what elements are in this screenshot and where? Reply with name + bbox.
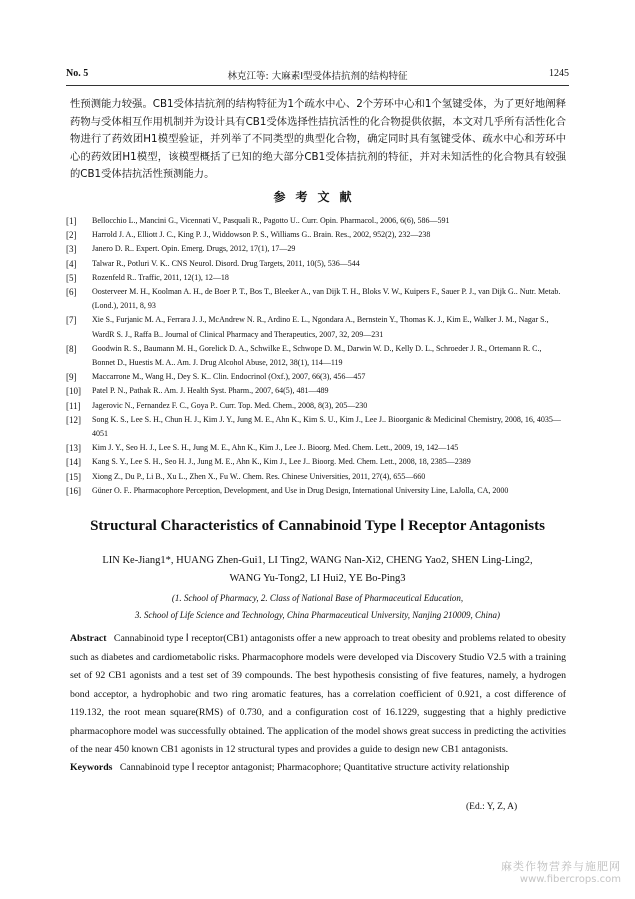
running-title: 林克江等: 大麻素Ⅰ型受体拮抗剂的结构特征 (227, 71, 408, 82)
reference-text: Jagerovic N., Fernandez F. C., Goya P.. Curr. Top. Med. Chem., 2008, 8(3), 205—230 (92, 400, 368, 410)
reference-number: [11] (66, 400, 81, 411)
reference-text: Xiong Z., Du P., Li B., Xu L., Zhen X., Fu W.. Chem. Res. Chinese Universities, 2011, 27(4), 655—660 (92, 471, 426, 481)
reference-number: [1] (66, 216, 77, 226)
reference-number: [14] (66, 457, 81, 468)
reference-item (66, 413, 566, 441)
reference-number: [7] (66, 315, 77, 326)
reference-text: Janero D. R.. Expert. Opin. Emerg. Drugs, 2012, 17(1), 17—29 (92, 244, 296, 254)
reference-number: [16] (66, 485, 81, 496)
reference-item (66, 257, 566, 271)
reference-text: Güner O. F.. Pharmacophore Perception, Development, and Use in Drug Design, International University Line, LaJolla, CA, 2000 (92, 485, 509, 495)
reference-item (66, 441, 566, 455)
reference-text: Song K. S., Lee S. H., Chun H. J., Kim J. Y., Jung M. E., Ahn K., Kim S. U., Kim J., Lee J.. Bioorganic & Medicinal Chemistry, 2008, 16, 4035—4051 (92, 414, 561, 439)
affiliation-line-2: 3. School of Life Science and Technology, China Pharmaceutical University, Nanjing 210009, China) (134, 610, 501, 620)
reference-number: [8] (66, 343, 77, 354)
editor-initials: (Ed.: Y, Z, A) (466, 802, 518, 812)
reference-number: [15] (66, 471, 81, 482)
affiliations (80, 590, 555, 624)
reference-text: Talwar R., Potluri V. K.. CNS Neurol. Disord. Drug Targets, 2011, 10(5), 536—544 (92, 258, 360, 268)
reference-item (66, 370, 566, 384)
reference-number: [4] (66, 258, 77, 269)
references-heading: 参考文献 (273, 190, 362, 204)
reference-number: [3] (66, 244, 77, 255)
reference-text: Maccarrone M., Wang H., Dey S. K.. Clin. Endocrinol (Oxf.), 2007, 66(3), 456—457 (92, 372, 366, 382)
reference-item (66, 313, 566, 341)
reference-text: Oosterveer M. H., Koolman A. H., de Boer P. T., Bos T., Bleeker A., van Dijk T. H., Bloks V. W., Kuipers F., Sauer P. J., van Dijk G.. Nutr. Metab. (Lond.), 2011, 8, 93 (92, 287, 561, 311)
authors-line-1: LIN Ke-Jiang1*, HUANG Zhen-Gui1, LI Ting2, WANG Nan-Xi2, CHENG Yao2, SHEN Ling-Ling2, (102, 555, 533, 566)
reference-item (66, 242, 566, 256)
reference-text: Kim J. Y., Seo H. J., Lee S. H., Jung M. E., Ahn K., Kim J., Lee J.. Bioorg. Med. Chem. Lett., 2009, 19, 142—145 (92, 443, 459, 453)
reference-number: [6] (66, 287, 77, 298)
abstract-label: Abstract (70, 633, 107, 644)
reference-text: Kang S. Y., Lee S. H., Seo H. J., Jung M. E., Ahn K., Kim J., Lee J.. Bioorg. Med. Chem. Lett., 2008, 18, 2385—2389 (92, 457, 471, 467)
issue-number: No. 5 (66, 68, 89, 79)
author-list (80, 552, 555, 588)
reference-text: Xie S., Furjanic M. A., Ferrara J. J., McAndrew N. R., Ardino E. L., Ngondara A., Bernstein Y., Thomas K. J., Kim E., Walker J. M., Nagar S., WardR S. J., Raffa B.. Journal of Clinical Pharmacy and Therapeutics, 2007, 32, 209—231 (92, 315, 549, 339)
reference-item (66, 271, 566, 285)
reference-item (66, 455, 566, 469)
reference-text: Goodwin R. S., Baumann M. H., Gorelick D. A., Schwilke E., Schwope D. M., Darwin W. D., Kelly D. L., Schroeder J. R., Ortemann R. C., Bonnet D., Huestis M. A.. Am. J. Drug Alcohol Abuse, 2012, 38(1), 114—119 (92, 343, 542, 368)
reference-number: [9] (66, 372, 77, 383)
reference-text: Patel P. N., Pathak R.. Am. J. Health Syst. Pharm., 2007, 64(5), 481—489 (92, 386, 329, 396)
reference-number: [13] (66, 443, 81, 454)
english-title: Structural Characteristics of Cannabinoid Type Ⅰ Receptor Antagonists (90, 518, 545, 534)
keywords-label: Keywords (70, 762, 113, 773)
reference-number: [10] (66, 386, 81, 397)
reference-item (66, 285, 566, 313)
reference-item (66, 228, 566, 242)
abstract-text: Cannabinoid type Ⅰ receptor(CB1) antagonists offer a new approach to treat obesity and problems related to obesity such as diabetes and cardiometabolic risks. Pharmacophore models were developed via Discovery Studio V2.5 with a training set of 92 CB1 agonists and a test set of 39 compounds. The best hypothesis consisting of five features, namely, a hydrogen bond acceptor, a hydrophobic and two ring aromatic features, has a correlation coefficient of 0.921, a cost difference of 119.132, the root mean square(RMS) of 0.730, and a configuration cost of 16.1229, suggesting that a highly predictive pharmacophore model was successfully obtained. The application of the model shows great success in predicting the activities of the near 450 known CB1 agonists in 12 structural types and provides a guide to design new CB1 antagonists. (70, 633, 566, 755)
reference-list (66, 214, 566, 498)
reference-number: [2] (66, 230, 77, 241)
affiliation-line-1: (1. School of Pharmacy, 2. Class of National Base of Pharmaceutical Education, (171, 593, 464, 603)
header-rule (66, 85, 569, 86)
reference-item (66, 214, 566, 228)
watermark-url: www.fibercrops.com (519, 874, 621, 885)
reference-text: Rozenfeld R.. Traffic, 2011, 12(1), 12—18 (92, 272, 229, 282)
page-number: 1245 (549, 68, 569, 79)
reference-item (66, 399, 566, 413)
abstract (70, 630, 566, 760)
authors-line-2: WANG Yu-Tong2, LI Hui2, YE Bo-Ping3 (229, 573, 406, 584)
reference-text: Harrold J. A., Elliott J. C., King P. J., Widdowson P. S., Williams G.. Brain. Res., 2002, 952(2), 232—238 (92, 230, 431, 240)
reference-item (66, 470, 566, 484)
reference-text: Bellocchio L., Mancini G., Vicennati V., Pasquali R., Pagotto U.. Curr. Opin. Pharmacol., 2006, 6(6), 586—591 (92, 216, 450, 225)
watermark-site-name: 麻类作物营养与施肥网 (501, 860, 621, 873)
keywords (70, 759, 566, 778)
keywords-text: Cannabinoid type Ⅰ receptor antagonist; Pharmacophore; Quantitative structure activity relationship (119, 762, 510, 773)
reference-item (66, 384, 566, 398)
running-header (66, 68, 569, 82)
reference-item (66, 342, 566, 370)
reference-number: [12] (66, 414, 81, 425)
reference-item (66, 484, 566, 498)
chinese-conclusion-paragraph: 性预测能力较强。CB1受体拮抗剂的结构特征为1个疏水中心、2个芳环中心和1个氢键受体，为了更好地阐释药物与受体相互作用机制并为设计具有CB1受体选择性拮抗活性的化合物提供依据，本文对几乎所有活性化合物进行了药效团H1模型验证，并列举了不同类型的典型化合物，确定同时具有氢键受体、疏水中心和芳环中心的药效团H1模型，该模型概括了已知的绝大部分CB1受体拮抗剂的特征，并对未知活性的化合物具有较强的CB1受体拮抗活性预测能力。 (70, 98, 566, 180)
reference-number: [5] (66, 272, 77, 283)
